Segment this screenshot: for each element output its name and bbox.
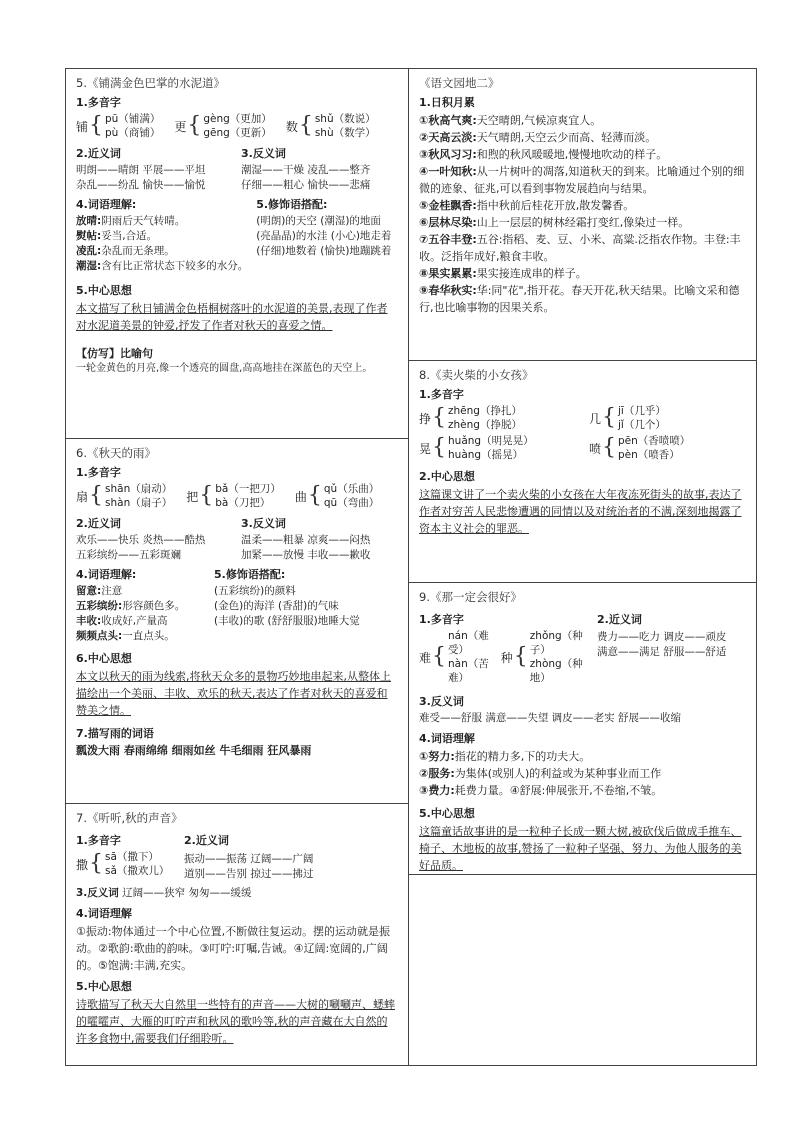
term-item: 丰收:收成好,产量高 — [76, 615, 168, 627]
collocation-row: (五彩缤纷)的颜料 — [214, 585, 296, 597]
term-item: 放晴:阴雨后天气转晴。 — [76, 215, 186, 227]
polyphone-item: 喷 { pēn（香喷喷） pèn（喷香） — [589, 435, 691, 461]
collocation-row: (亮晶晶)的水洼 (小心)地走着 — [256, 230, 392, 242]
polyphone-group — [419, 434, 746, 462]
lesson-6-title: 6.《秋天的雨》 — [76, 446, 156, 460]
right-column — [409, 69, 756, 1065]
heading-synonyms: 2.近义词 — [76, 147, 121, 160]
synonym-row: 明朗——晴朗 平展——平坦 — [76, 164, 206, 176]
heading-polyphones: 1.多音字 — [76, 96, 121, 109]
antonym-row: 加紧——放慢 丰收——歉收 — [241, 549, 371, 561]
chinese-garden-2-section — [409, 69, 756, 361]
lesson-7-title: 7.《听听,秋的声音》 — [76, 811, 183, 825]
term-item: 五彩缤纷:形容颜色多。 — [76, 600, 186, 612]
polyphone-item: 挣 { zhēng（挣扎） zhèng（挣脱） — [419, 405, 522, 431]
polyphone-item: 种 { zhǒng（种子） zhòng（种地） — [500, 630, 583, 684]
antonym-row: 温柔——粗暴 凉爽——闷热 — [241, 534, 371, 546]
imitation-heading: 【仿写】比喻句 — [76, 347, 153, 360]
polyphone-item: 几 { jī（几乎） jǐ（几个） — [589, 405, 666, 431]
collocation-row: (金色)的海洋 (香甜)的气味 — [214, 600, 339, 612]
antonym-row: 3.反义词 辽阔——狭窄 匆匆——缓缓 — [76, 887, 252, 899]
term-item: 熨帖:妥当,合适。 — [76, 230, 158, 242]
polyphone-item: 更 { gèng（更加） gēng（更新） — [174, 113, 272, 139]
main-idea-text: 本文以秋天的雨为线索,将秋天众多的景物巧妙地串起来,从整体上描绘出一个美丽、丰收、欢乐的秋天,表达了作者对秋天的喜爱和赞美之情。 — [76, 670, 391, 717]
term-item: 频频点头:一直点头。 — [76, 630, 175, 642]
polyphone-item: 曲 { qǔ（乐曲） qū（弯曲） — [294, 483, 380, 509]
heading-terms: 4.词语理解 — [419, 732, 475, 745]
synonym-row: 振动——振荡 辽阔——广阔 — [184, 853, 314, 865]
idiom-item: ⑧果实累累:果实接连成串的样子。 — [419, 267, 587, 280]
heading-collocations: 5.修饰语搭配: — [256, 198, 328, 211]
idiom-item: ②天高云淡:天气晴朗,天空云少而高、轻薄而淡。 — [419, 131, 657, 144]
collocation-row: (仔细)地数着 (愉快)地蹦跳着 — [256, 245, 392, 257]
synonym-row: 杂乱——纷乱 愉快——愉悦 — [76, 179, 206, 191]
left-column — [66, 69, 409, 1065]
study-sheet — [65, 68, 757, 1066]
term-item: ③费力:耗费力量。④舒展:伸展张开,不卷缩,不皱。 — [419, 784, 663, 797]
synonym-row: 费力——吃力 调皮——顽皮 — [597, 631, 727, 643]
terms-text: ①振动:物体通过一个中心位置,不断做往复运动。摆的运动就是振动。②歌韵:歌曲的韵味。③叮咛:叮嘱,告诫。④辽阔:宽阔的,广阔的。⑤饱满:丰满,充实。 — [76, 925, 391, 972]
heading-main-idea: 2.中心思想 — [419, 470, 475, 483]
polyphone-group — [76, 112, 398, 140]
lesson-8-section — [409, 361, 756, 583]
heading-terms: 4.词语理解: — [76, 568, 137, 581]
term-item: 潮湿:含有比正常状态下较多的水分。 — [76, 260, 249, 272]
heading-main-idea: 5.中心思想 — [76, 284, 132, 297]
lesson-6-section — [66, 439, 408, 804]
main-idea-text: 这篇课文讲了一个卖火柴的小女孩在大年夜冻死街头的故事,表达了作者对穷苦人民悲惨遭遇的同情以及对统治者的不满,深刻地揭露了资本主义社会的罪恶。 — [419, 488, 742, 535]
heading-synonyms: 2.近义词 — [76, 517, 121, 530]
idiom-item: ①秋高气爽:天空晴朗,气候凉爽宜人。 — [419, 114, 602, 127]
term-item: ①努力:指花的精力多,下的功夫大。 — [419, 750, 591, 763]
antonym-row: 仔细——粗心 愉快——悲痛 — [241, 179, 371, 191]
idiom-item: ⑦五谷丰登:五谷:指稻、麦、豆、小米、高粱.泛指农作物。丰登:丰收。泛指年成好,粮食丰收。 — [419, 233, 741, 263]
antonym-row: 难受——舒服 满意——失望 调皮——老实 舒展——收缩 — [419, 712, 682, 724]
lesson-7-section — [66, 804, 408, 1065]
heading-collocations: 5.修饰语搭配: — [214, 568, 286, 581]
heading-main-idea: 5.中心思想 — [419, 807, 475, 820]
collocation-row: (丰收)的歌 (舒舒服服)地睡大觉 — [214, 615, 360, 627]
main-idea-text: 本文描写了秋日铺满金色梧桐树落叶的水泥道的美景,表现了作者对水泥道美景的钟爱,抒发了作者对秋天的喜爱之情。 — [76, 302, 388, 332]
heading-antonyms: 3.反义词 — [241, 147, 286, 160]
main-idea-text: 这篇童话故事讲的是一粒种子长成一颗大树,被砍伐后做成手推车、椅子、木地板的故事,赞扬了一粒种子坚强、努力、为他人服务的美好品质。 — [419, 825, 742, 872]
heading-synonyms: 2.近义词 — [184, 834, 229, 847]
heading-accumulation: 1.日积月累 — [419, 96, 475, 109]
heading-terms: 4.词语理解: — [76, 198, 137, 211]
polyphone-item: 扇 { shān（扇动） shàn（扇子） — [76, 483, 173, 509]
synonym-row: 欢乐——快乐 炎热——酷热 — [76, 534, 206, 546]
polyphone-group — [419, 629, 589, 685]
polyphone-item: 把 { bǎ（一把刀） bà（刀把） — [186, 483, 281, 509]
lesson-9-title: 9.《那一定会很好》 — [419, 590, 522, 604]
idiom-item: ⑥层林尽染:山上一层层的树林经霜打变红,像染过一样。 — [419, 216, 690, 229]
polyphone-group — [419, 404, 746, 432]
heading-rain-words: 7.描写雨的词语 — [76, 727, 154, 740]
rain-words: 瓢泼大雨 春雨绵绵 细雨如丝 牛毛细雨 狂风暴雨 — [76, 744, 312, 757]
synonym-row: 满意——满足 舒服——舒适 — [597, 646, 727, 658]
synonym-row: 五彩缤纷——五彩斑斓 — [76, 549, 181, 561]
term-item: ②服务:为集体(或别人)的利益或为某种事业而工作 — [419, 767, 662, 780]
heading-polyphones: 1.多音字 — [76, 834, 121, 847]
heading-synonyms: 2.近义词 — [597, 613, 642, 626]
lesson-5-section — [66, 69, 408, 439]
polyphone-item: 数 { shǔ（数说） shù（数学） — [285, 113, 376, 139]
main-idea-text: 诗歌描写了秋天大自然里一些特有的声音——大树的唰唰声、蟋蟀的嚯嚯声、大雁的叮咛声和秋风的歌吟等,秋的声音藏在大自然的许多食物中,需要我们仔细聆听。 — [76, 998, 395, 1045]
heading-polyphones: 1.多音字 — [76, 466, 121, 479]
heading-polyphones: 1.多音字 — [419, 613, 464, 626]
term-item: 留意:注意 — [76, 585, 123, 597]
synonym-row: 道别——告别 掠过——拂过 — [184, 868, 314, 880]
collocation-row: (明朗)的天空 (潮湿)的地面 — [256, 215, 381, 227]
antonym-row: 潮湿——干燥 凌乱——整齐 — [241, 164, 371, 176]
polyphone-item: 难 { nán（难受） nàn（苦难） — [419, 630, 489, 684]
heading-terms: 4.词语理解 — [76, 907, 132, 920]
idiom-item: ④一叶知秋:从一片树叶的凋落,知道秋天的到来。比喻通过个别的细微的迹象、征兆,可以看到事物发展趋向与结果。 — [419, 165, 745, 195]
term-item: 凌乱:杂乱而无条理。 — [76, 245, 175, 257]
idiom-item: ⑨春华秋实:华:同"花",指开花。春天开花,秋天结果。比喻文采和德行,也比喻事物的因果关系。 — [419, 284, 740, 314]
heading-main-idea: 5.中心思想 — [76, 980, 132, 993]
heading-antonyms: 3.反义词 — [241, 517, 286, 530]
heading-main-idea: 6.中心思想 — [76, 652, 132, 665]
polyphone-group — [76, 482, 398, 510]
lesson-9-section — [409, 583, 756, 875]
garden-title: 《语文园地二》 — [419, 76, 500, 90]
polyphone-item: 晃 { huǎng（明晃晃） huàng（摇晃） — [419, 435, 534, 461]
idiom-item: ⑤金桂飘香:指中秋前后桂花开放,散发馨香。 — [419, 199, 635, 212]
heading-antonyms: 3.反义词 — [419, 695, 464, 708]
polyphone-item: 撒 { sā（撒下） sǎ（撒欢儿） — [76, 851, 170, 877]
lesson-5-title: 5.《铺满金色巴掌的水泥道》 — [76, 76, 225, 90]
idiom-item: ③秋风习习:和煦的秋风暖暖地,慢慢地吹动的样子。 — [419, 148, 668, 161]
imitation-text: 一轮金黄色的月亮,像一个透亮的圆盘,高高地挂在深蓝色的天空上。 — [76, 363, 373, 374]
heading-polyphones: 1.多音字 — [419, 388, 464, 401]
lesson-8-title: 8.《卖火柴的小女孩》 — [419, 368, 534, 382]
polyphone-item: 铺 { pū（铺满） pù（商铺） — [76, 113, 161, 139]
